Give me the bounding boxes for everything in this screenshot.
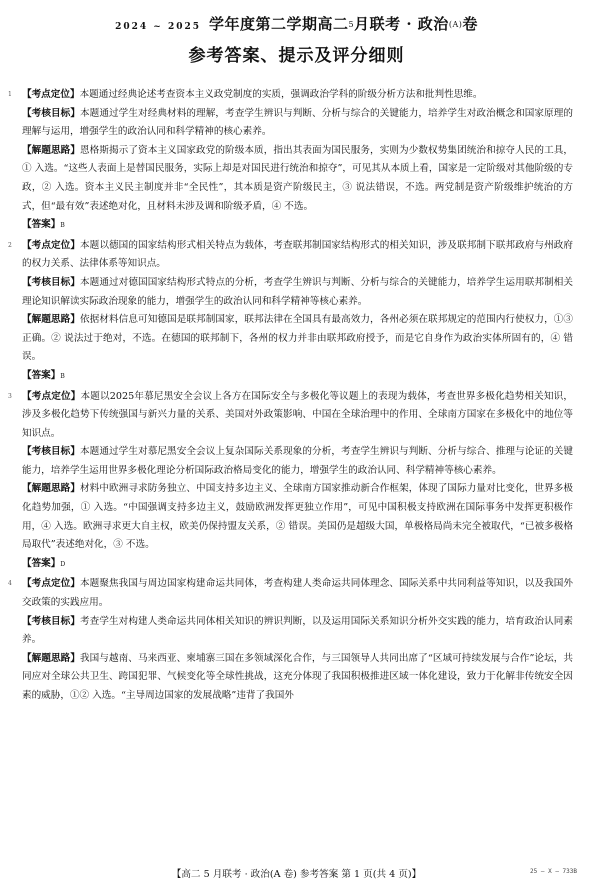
goal-tag: 【考核目标】	[22, 446, 81, 458]
page-subtitle: 参考答案、提示及评分细则	[188, 46, 405, 66]
idea-tag: 【解题思路】	[22, 652, 80, 664]
paper-type: A	[452, 20, 459, 29]
question-block-1	[8, 86, 574, 236]
location-text: 本题聚焦我国与周边国家构建命运共同体，考查构建人类命运共同体理念、国际关系中共同利益等知识，以及我国外交政策的实践应用。	[22, 578, 574, 609]
exam-month: 5	[348, 20, 355, 29]
footer-text: 【高二 5 月联考 · 政治(A 卷) 参考答案 第 1 页(共 4 页)】	[171, 869, 422, 880]
goal-paragraph	[22, 105, 573, 142]
question-number: 3	[8, 392, 12, 400]
exam-title-part-a: 学年度第二学期高二	[209, 15, 349, 33]
answer-paragraph	[22, 216, 573, 236]
location-text: 本题通过经典论述考查资本主义政党制度的实质，强调政治学科的阶级分析方法和批判性思维。	[79, 89, 483, 100]
location-paragraph	[8, 86, 573, 105]
goal-tag: 【考核目标】	[22, 276, 81, 288]
goal-paragraph	[22, 274, 573, 311]
answer-value: D	[60, 560, 66, 568]
page-footer	[0, 866, 593, 880]
location-tag: 【考点定位】	[22, 390, 81, 402]
page-header	[0, 14, 593, 67]
answer-tag: 【答案】	[22, 369, 61, 381]
idea-text: 材料中欧洲寻求防务独立、中国支持多边主义、全球南方国家推动新合作框架，体现了国际力量对比变化，世界多极化趋势加强，① 入选。“中国强调支持多边主义，鼓励欧洲发挥更独立作用”，可见中国积极支持欧洲在国际事务中发挥更积极作用，④ 入选。欧洲寻求更大自主权，欧美仍保持盟友关系，② 错误。美国仍是超级大国，单极格局尚未完全被取代，“已被多极格局取代”表述绝对化，③ 不选。	[22, 483, 574, 551]
idea-tag: 【解题思路】	[22, 483, 81, 495]
answer-body	[8, 86, 574, 707]
exam-title: 2024 ~ 2025 学年度第二学期高二5月联考 · 政治(A)卷	[115, 15, 478, 33]
question-block-3	[8, 388, 574, 575]
idea-text: 依据材料信息可知德国是联邦制国家，联邦法律在全国具有最高效力，各州必须在联邦规定的范围内行使权力，①③ 正确。② 说法过于绝对，不选。在德国的联邦制下，各州的权力并非由联邦政府授予，而是它自身作为政治实体所固有的，④ 错误。	[22, 314, 574, 363]
idea-tag: 【解题思路】	[22, 314, 81, 326]
answer-value: B	[60, 372, 65, 380]
question-number: 4	[8, 580, 12, 588]
paper-code: 25 — X — 733B	[530, 868, 577, 875]
goal-tag: 【考核目标】	[22, 107, 81, 119]
location-paragraph	[8, 237, 574, 274]
goal-text: 本题通过学生对经典材料的理解，考查学生辨识与判断、分析与综合的关键能力，培养学生对政治概念和国家原理的理解与运用，增强学生的政治认同和科学精神的核心素养。	[22, 107, 574, 138]
idea-paragraph	[22, 142, 573, 216]
goal-text: 本题通过对德国国家结构形式特点的分析，考查学生辨识与判断、分析与综合的关键能力，培养学生运用联邦制相关理论知识解读实际政治现象的能力，增强学生的政治认同和科学精神等核心素养。	[22, 276, 574, 307]
location-paragraph	[8, 575, 574, 612]
answer-paragraph	[22, 367, 573, 387]
question-block-4	[8, 575, 574, 705]
answer-tag: 【答案】	[22, 219, 61, 231]
idea-text: 恩格斯揭示了资本主义国家政党的阶级本质，指出其表面为国民服务，实则为少数权势集团统治和掠夺人民的工具，① 入选。“这些人表面上是替国民服务，实际上却是对国民进行统治和掠夺”，可见其从本质上看，国家是一定阶级对其他阶级的专政，② 入选。资本主义民主制度并非“全民性”，其本质是资产阶级民主，③ 说法错误，不选。两党制是资产阶级维护统治的方式，但“最有效”表述绝对化，且材料未涉及调和阶级矛盾，④ 不选。	[22, 144, 574, 212]
answer-tag: 【答案】	[22, 557, 61, 569]
goal-paragraph	[22, 443, 573, 480]
question-block-2	[8, 237, 574, 387]
exam-title-part-c: 卷	[462, 15, 478, 33]
question-number: 1	[8, 91, 12, 98]
location-text: 本题以2025年慕尼黑安全会议上各方在国际安全与多极化等议题上的表现为载体，考查世界多极化趋势相关知识，涉及多极化趋势下传统强国与新兴力量的关系、美国对外政策影响、中国在全球治理中的作用、全球南方国家在多极化中的地位等知识点。	[22, 390, 573, 439]
idea-paragraph	[22, 311, 573, 367]
exam-year: 2024 ~ 2025	[115, 22, 202, 32]
location-paragraph	[8, 388, 573, 444]
answer-value: B	[60, 222, 65, 230]
question-number: 2	[8, 241, 12, 249]
idea-paragraph	[22, 480, 573, 554]
goal-text: 本题通过学生对慕尼黑安全会议上复杂国际关系现象的分析，考查学生辨识与判断、分析与综合、推理与论证的关键能力，培养学生运用世界多极化理论分析国际政治格局变化的能力，增强学生的政治认同、科学精神等核心素养。	[22, 446, 574, 476]
goal-tag: 【考核目标】	[22, 615, 81, 627]
idea-tag: 【解题思路】	[22, 144, 81, 156]
goal-text: 考查学生对构建人类命运共同体相关知识的辨识判断，以及运用国际关系知识分析外交实践的能力，培育政治认同素养。	[22, 615, 574, 646]
location-tag: 【考点定位】	[22, 89, 80, 100]
exam-title-part-b: 月联考 · 政治	[354, 15, 449, 33]
answer-paragraph	[22, 555, 573, 575]
location-tag: 【考点定位】	[22, 578, 81, 590]
location-tag: 【考点定位】	[22, 239, 81, 251]
idea-text: 我国与越南、马来西亚、柬埔寨三国在多领域深化合作，与三国领导人共同出席了“区域可持续发展与合作”论坛，共同应对全球公共卫生、跨国犯罪、气候变化等全球性挑战，这充分体现了我国积极推进区域一体化建设，致力于化解非传统安全因素的威胁，①② 入选。“主导周边国家的发展战略”违背了我国外	[22, 652, 574, 701]
idea-paragraph	[22, 650, 573, 706]
goal-paragraph	[22, 613, 573, 650]
location-text: 本题以德国的国家结构形式相关特点为载体，考查联邦制国家结构形式的相关知识，涉及联邦制下联邦政府与州政府的权力关系、法律体系等知识点。	[22, 239, 574, 270]
